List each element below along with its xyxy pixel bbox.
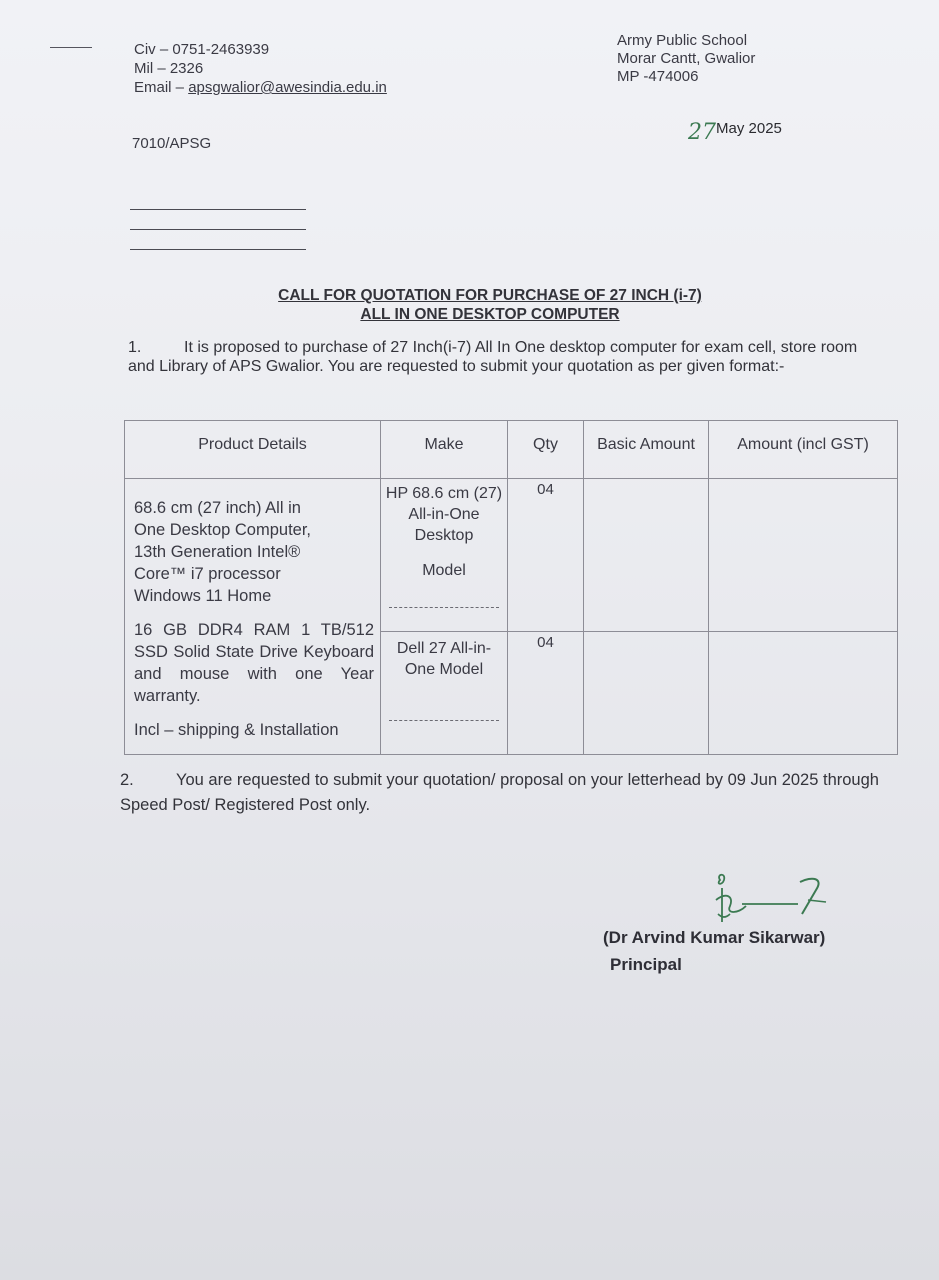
subject-title-line1: CALL FOR QUOTATION FOR PURCHASE OF 27 INCH (i-7) bbox=[278, 287, 702, 304]
signatory-designation: Principal bbox=[610, 955, 682, 974]
header-basic-amount: Basic Amount bbox=[584, 421, 709, 479]
corner-dash bbox=[50, 47, 92, 48]
school-pin: MP -474006 bbox=[617, 68, 699, 85]
qty-cell: 04 bbox=[508, 479, 584, 632]
email-label: Email – bbox=[134, 79, 189, 96]
date-month-year: May 2025 bbox=[716, 120, 782, 137]
make-dashed-line bbox=[389, 720, 499, 721]
spec-line: 68.6 cm (27 inch) All in bbox=[134, 499, 301, 517]
header-amount-incl-gst: Amount (incl GST) bbox=[709, 421, 898, 479]
signatory-block bbox=[603, 924, 825, 978]
letter-date bbox=[688, 120, 782, 145]
header-make: Make bbox=[381, 421, 508, 479]
contact-block bbox=[134, 40, 387, 97]
make-dashed-line bbox=[389, 607, 499, 608]
signatory-name: (Dr Arvind Kumar Sikarwar) bbox=[603, 928, 826, 947]
header-qty: Qty bbox=[508, 421, 584, 479]
quotation-table bbox=[124, 420, 898, 755]
address-blank-line bbox=[130, 249, 306, 250]
school-area: Morar Cantt, Gwalior bbox=[617, 50, 756, 67]
spec-line: Core™ i7 processor bbox=[134, 565, 281, 583]
school-address bbox=[617, 32, 755, 86]
school-name: Army Public School bbox=[617, 32, 748, 49]
paragraph-number: 2. bbox=[120, 771, 134, 789]
paragraph-1 bbox=[128, 338, 870, 376]
civ-phone: Civ – 0751-2463939 bbox=[134, 41, 270, 58]
paragraph-2 bbox=[120, 768, 910, 818]
product-details-cell bbox=[125, 479, 381, 755]
spec-line: Incl – shipping & Installation bbox=[134, 721, 339, 739]
email-line bbox=[134, 78, 387, 97]
make-model-label: Model bbox=[422, 562, 466, 579]
header-product-details: Product Details bbox=[125, 421, 381, 479]
address-blank-line bbox=[130, 229, 306, 230]
paragraph-text: It is proposed to purchase of 27 Inch(i-7) All In One desktop computer for exam cell, store room and Library of APS Gwalior. You are requested to submit your quotation as per given format:- bbox=[128, 339, 858, 375]
spec-line: One Desktop Computer, bbox=[134, 521, 312, 539]
basic-amount-cell bbox=[584, 632, 709, 755]
handwritten-signature bbox=[712, 870, 832, 930]
make-text: HP 68.6 cm (27) All-in-One Desktop bbox=[385, 485, 503, 544]
make-cell-hp bbox=[381, 479, 508, 632]
amount-incl-gst-cell bbox=[709, 632, 898, 755]
make-text: Dell 27 All-in-One Model bbox=[396, 640, 492, 678]
paragraph-number: 1. bbox=[128, 339, 142, 356]
amount-incl-gst-cell bbox=[709, 479, 898, 632]
reference-number: 7010/APSG bbox=[132, 135, 212, 152]
make-cell-dell bbox=[381, 632, 508, 755]
email-address: apsgwalior@awesindia.edu.in bbox=[188, 79, 387, 96]
date-day-handwritten: 27 bbox=[688, 120, 716, 145]
paragraph-text: You are requested to submit your quotation/ proposal on your letterhead by 09 Jun 2025 through Speed Post/ Registered Post only. bbox=[120, 771, 879, 814]
spec-line: 13th Generation Intel® bbox=[134, 543, 301, 561]
spec-line: 16 GB DDR4 RAM 1 TB/512 SSD Solid State Drive Keyboard and mouse with one Year warranty. bbox=[134, 621, 374, 705]
address-blank-line bbox=[130, 209, 306, 210]
mil-phone: Mil – 2326 bbox=[134, 60, 204, 77]
spec-line: Windows 11 Home bbox=[134, 587, 272, 605]
table-row bbox=[125, 479, 898, 632]
subject-title-line2: ALL IN ONE DESKTOP COMPUTER bbox=[360, 306, 620, 323]
table-header-row bbox=[125, 421, 898, 479]
basic-amount-cell bbox=[584, 479, 709, 632]
qty-cell: 04 bbox=[508, 632, 584, 755]
